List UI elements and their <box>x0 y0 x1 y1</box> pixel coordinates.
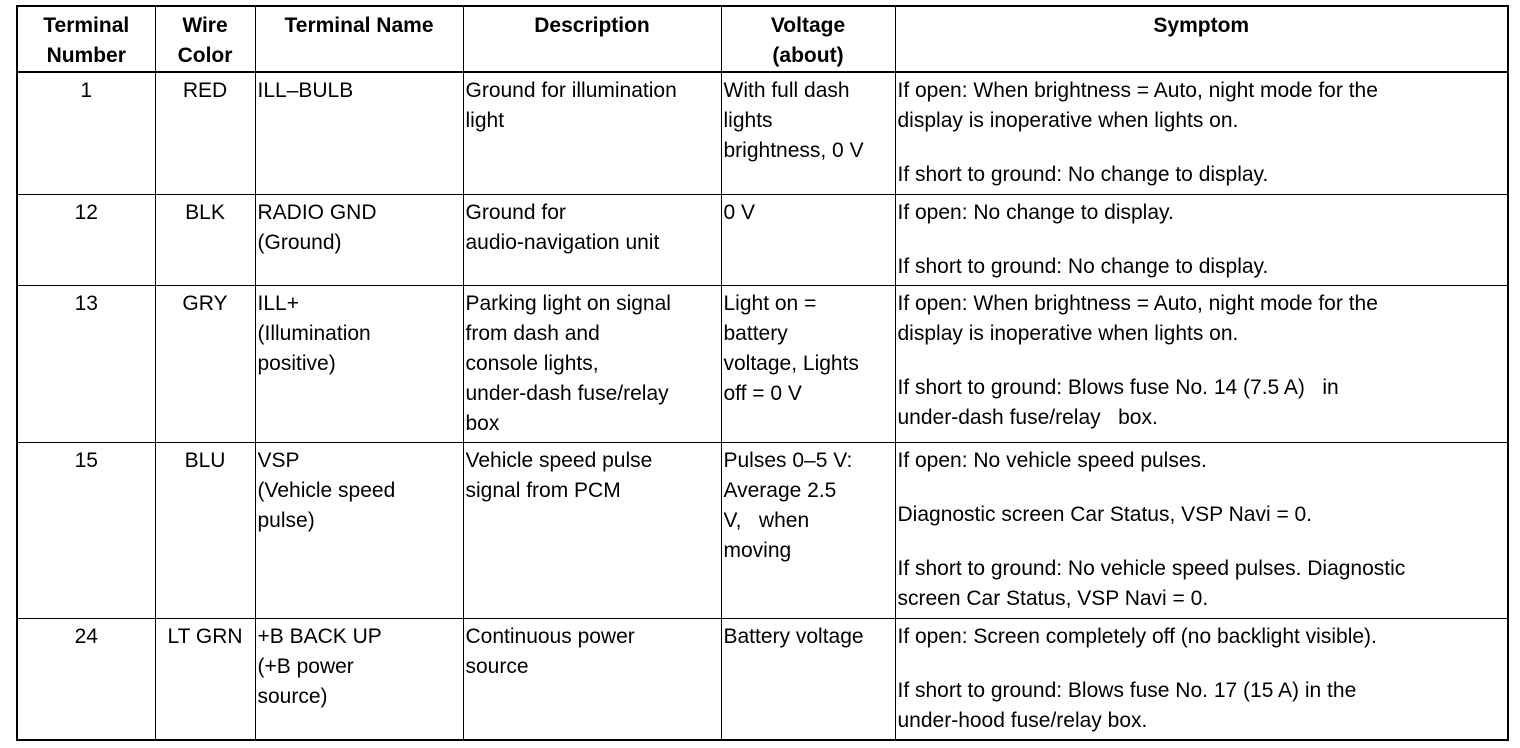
description-cell: Vehicle speed pulse signal from PCM <box>463 442 721 618</box>
table-row <box>17 285 1508 442</box>
symptom-cell <box>895 72 1508 194</box>
symptom-cell <box>895 285 1508 442</box>
description-cell: Continuous power source <box>463 618 721 740</box>
terminal-name-cell: RADIO GND (Ground) <box>255 194 463 285</box>
voltage-cell: Battery voltage <box>721 618 895 740</box>
header-terminal-name: Terminal Name <box>255 6 463 72</box>
wire-color-cell: LT GRN <box>155 618 255 740</box>
voltage-cell: With full dash lights brightness, 0 V <box>721 72 895 194</box>
symptom-cell <box>895 618 1508 740</box>
table-row <box>17 442 1508 618</box>
wire-color-cell: BLU <box>155 442 255 618</box>
header-voltage: Voltage (about) <box>721 6 895 72</box>
terminal-number-cell: 13 <box>17 285 155 442</box>
terminal-table <box>16 5 1509 741</box>
symptom-text: If short to ground: Blows fuse No. 17 (15 A) in the under-hood fuse/relay box. <box>897 678 1357 732</box>
table-header-row <box>17 6 1508 72</box>
terminal-number-cell: 15 <box>17 442 155 618</box>
voltage-cell: 0 V <box>721 194 895 285</box>
terminal-number-cell: 12 <box>17 194 155 285</box>
wire-color-cell: RED <box>155 72 255 194</box>
symptom-text: If open: Screen completely off (no backlight visible). <box>897 624 1377 648</box>
table-row <box>17 72 1508 194</box>
table-row <box>17 618 1508 740</box>
terminal-number-cell: 1 <box>17 72 155 194</box>
terminal-name-cell: ILL+ (Illumination positive) <box>255 285 463 442</box>
symptom-text: If short to ground: No change to display. <box>897 163 1269 186</box>
header-terminal-number: Terminal Number <box>17 6 155 72</box>
terminal-name-cell: VSP (Vehicle speed pulse) <box>255 442 463 618</box>
symptom-text: If short to ground: Blows fuse No. 14 (7.5 A) in under-dash fuse/relay box. <box>897 375 1339 429</box>
symptom-text: If open: No vehicle speed pulses. <box>897 448 1207 472</box>
wire-color-cell: GRY <box>155 285 255 442</box>
table-row <box>17 194 1508 285</box>
wire-color-cell: BLK <box>155 194 255 285</box>
terminal-name-cell: ILL–BULB <box>255 72 463 194</box>
voltage-cell: Pulses 0–5 V: Average 2.5 V, when moving <box>721 442 895 618</box>
symptom-text: If short to ground: No change to display. <box>897 254 1269 278</box>
description-cell: Parking light on signal from dash and console lights, under-dash fuse/relay box <box>463 285 721 442</box>
terminal-number-cell: 24 <box>17 618 155 740</box>
header-symptom: Symptom <box>895 6 1508 72</box>
terminal-table-container <box>16 5 1509 741</box>
header-description: Description <box>463 6 721 72</box>
symptom-text: If open: No change to display. <box>897 200 1174 224</box>
symptom-text: If short to ground: No vehicle speed pulses. Diagnostic screen Car Status, VSP Navi = 0. <box>897 556 1406 610</box>
symptom-text: Diagnostic screen Car Status, VSP Navi = 0. <box>897 502 1313 526</box>
header-wire-color: Wire Color <box>155 6 255 72</box>
description-cell: Ground for illumination light <box>463 72 721 194</box>
voltage-cell: Light on = battery voltage, Lights off = 0 V <box>721 285 895 442</box>
symptom-cell <box>895 194 1508 285</box>
terminal-name-cell: +B BACK UP (+B power source) <box>255 618 463 740</box>
symptom-text: If open: When brightness = Auto, night mode for the display is inoperative when lights on. <box>897 79 1378 132</box>
description-cell: Ground for audio-navigation unit <box>463 194 721 285</box>
symptom-text: If open: When brightness = Auto, night mode for the display is inoperative when lights on. <box>897 291 1378 345</box>
symptom-cell <box>895 442 1508 618</box>
